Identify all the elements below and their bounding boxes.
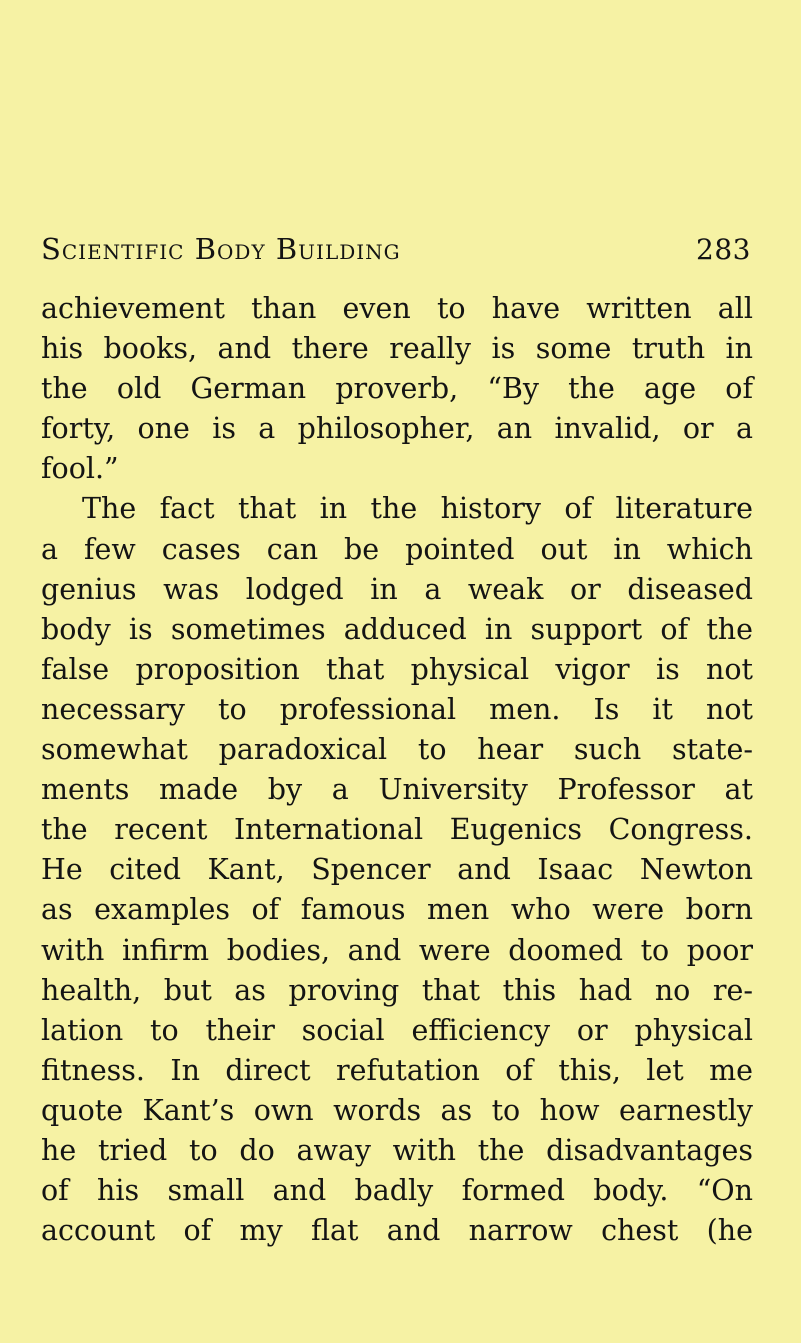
text-line: his books, and there really is some truth in	[41, 332, 753, 366]
text-line: the old German proverb, “By the age of	[41, 372, 753, 406]
text-line: account of my flat and narrow chest (he	[41, 1214, 753, 1248]
text-line: false proposition that physical vigor is not	[41, 652, 753, 686]
text-line: ments made by a University Professor at	[41, 773, 753, 807]
paragraph-start-line: The fact that in the history of literature	[82, 492, 753, 526]
text-line: as examples of famous men who were born	[41, 893, 753, 927]
text-line: quote Kant’s own words as to how earnestly	[41, 1093, 753, 1127]
text-line: he tried to do away with the disadvantages	[41, 1133, 753, 1167]
text-line: with infirm bodies, and were doomed to poor	[41, 933, 753, 967]
text-line: fool.”	[41, 452, 119, 486]
text-line: He cited Kant, Spencer and Isaac Newton	[41, 853, 753, 887]
running-head	[41, 232, 751, 272]
text-line: a few cases can be pointed out in which	[41, 532, 753, 566]
text-line: achievement than even to have written all	[41, 292, 753, 325]
text-line: lation to their social efficiency or physical	[41, 1013, 753, 1047]
page-number: 283	[696, 233, 751, 266]
text-line: the recent International Eugenics Congress.	[41, 813, 753, 847]
text-line: forty, one is a philosopher, an invalid, or a	[41, 412, 753, 446]
text-line: genius was lodged in a weak or diseased	[41, 572, 753, 606]
text-line: fitness. In direct refutation of this, let me	[41, 1053, 753, 1087]
text-line: somewhat paradoxical to hear such state-	[41, 733, 753, 767]
text-line: necessary to professional men. Is it not	[41, 692, 753, 726]
text-line: health, but as proving that this had no re-	[41, 973, 753, 1007]
text-line: of his small and badly formed body. “On	[41, 1174, 753, 1208]
text-line: body is sometimes adduced in support of the	[41, 612, 753, 646]
running-title: Scientific Body Building	[41, 232, 401, 266]
body-text	[41, 289, 753, 1251]
